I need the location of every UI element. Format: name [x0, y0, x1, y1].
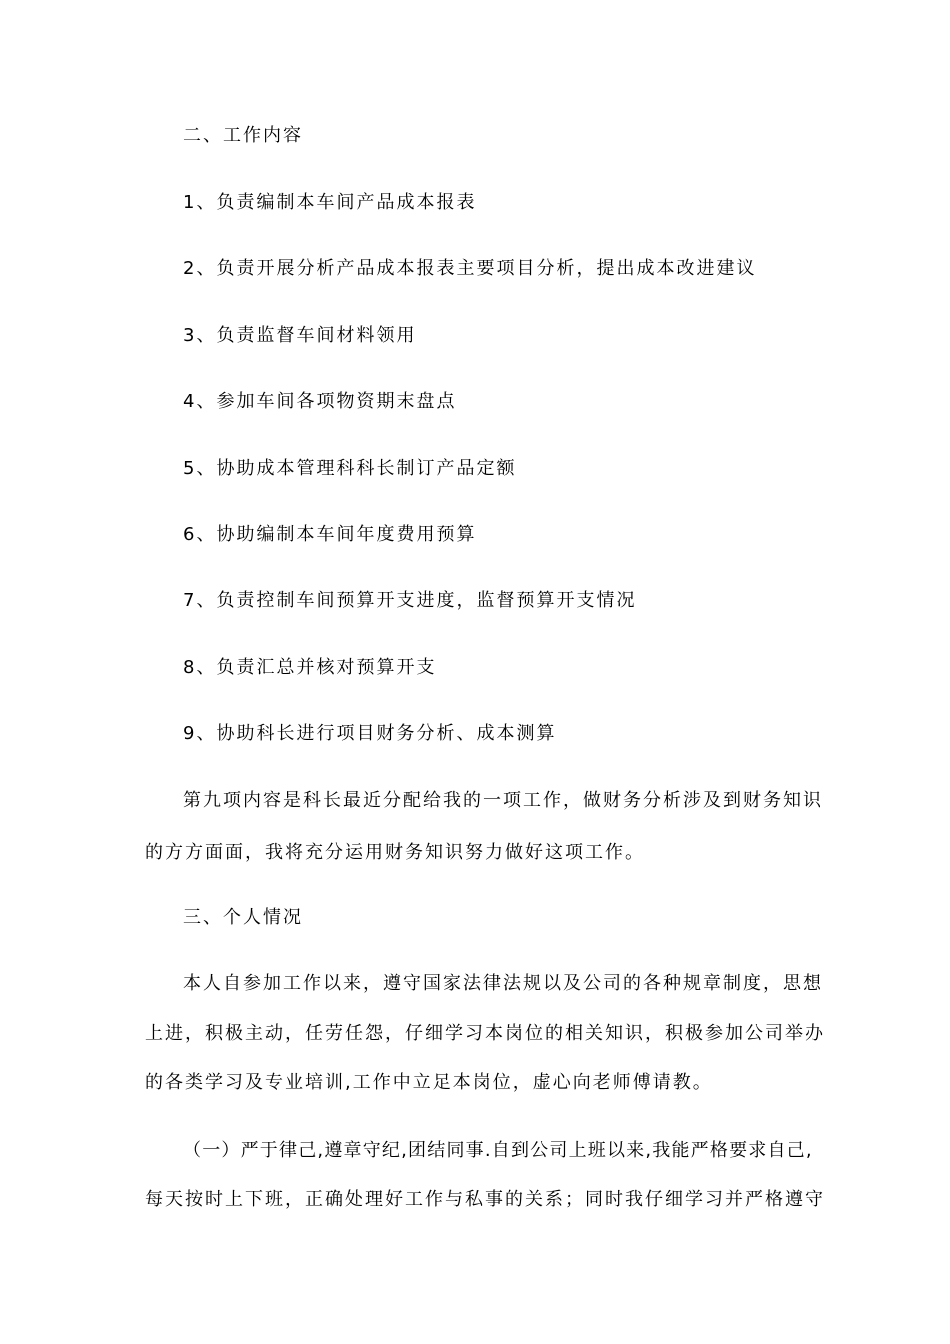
list-item: 2、负责开展分析产品成本报表主要项目分析，提出成本改进建议: [183, 258, 757, 279]
list-item: 4、参加车间各项物资期末盘点: [183, 391, 457, 412]
paragraph-line: 的方方面面，我将充分运用财务知识努力做好这项工作。: [145, 842, 645, 863]
paragraph-line: 的各类学习及专业培训,工作中立足本岗位，虚心向老师傅请教。: [145, 1072, 713, 1093]
list-item: 9、协助科长进行项目财务分析、成本测算: [183, 723, 557, 744]
list-item: 8、负责汇总并核对预算开支: [183, 657, 437, 678]
section-heading-personal: 三、个人情况: [183, 907, 303, 928]
paragraph-line: 第九项内容是科长最近分配给我的一项工作，做财务分析涉及到财务知识: [183, 790, 823, 811]
paragraph-line: 每天按时上下班，正确处理好工作与私事的关系；同时我仔细学习并严格遵守: [145, 1189, 825, 1210]
paragraph-line: 本人自参加工作以来，遵守国家法律法规以及公司的各种规章制度，思想: [183, 973, 823, 994]
list-item: 1、负责编制本车间产品成本报表: [183, 192, 477, 213]
list-item: 6、协助编制本车间年度费用预算: [183, 524, 477, 545]
list-item: 3、负责监督车间材料领用: [183, 325, 417, 346]
paragraph-line: （一）严于律己,遵章守纪,团结同事.自到公司上班以来,我能严格要求自己,: [183, 1140, 813, 1161]
paragraph-line: 上进，积极主动，任劳任怨，仔细学习本岗位的相关知识，积极参加公司举办: [145, 1023, 825, 1044]
list-item: 5、协助成本管理科科长制订产品定额: [183, 458, 517, 479]
section-heading-work-content: 二、工作内容: [183, 125, 303, 146]
list-item: 7、负责控制车间预算开支进度，监督预算开支情况: [183, 590, 637, 611]
